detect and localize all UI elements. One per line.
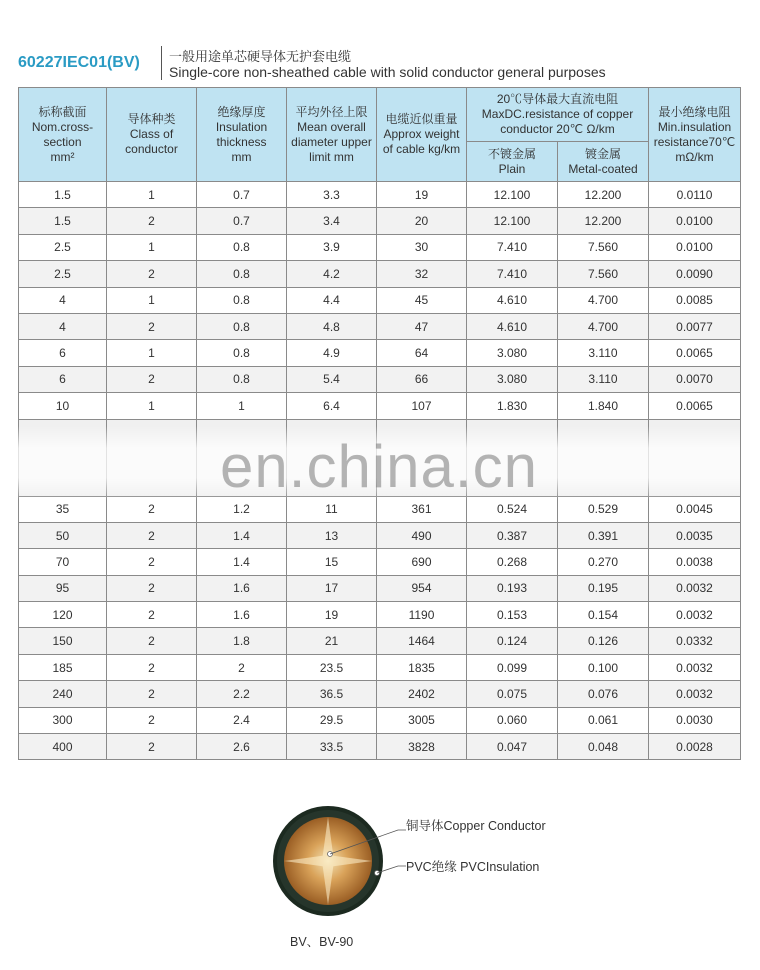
cell-plain-resistance: 0.075 xyxy=(467,681,558,707)
cell-diameter: 17 xyxy=(287,575,377,601)
cell-nom-section: 300 xyxy=(19,707,107,733)
cell-diameter: 13 xyxy=(287,522,377,548)
cell-coated-resistance: 12.200 xyxy=(558,208,649,234)
cell-diameter: 4.9 xyxy=(287,340,377,366)
cell-class: 2 xyxy=(107,602,197,628)
cell-insulation: 2 xyxy=(197,654,287,680)
table-row xyxy=(19,628,741,654)
cell-diameter: 36.5 xyxy=(287,681,377,707)
cell-insulation: 1 xyxy=(197,393,287,419)
cell-class: 2 xyxy=(107,496,197,522)
cell-insulation: 1.6 xyxy=(197,575,287,601)
cell-weight: 361 xyxy=(377,496,467,522)
cell-nom-section: 4 xyxy=(19,287,107,313)
cell-min-insulation: 0.0045 xyxy=(649,496,741,522)
cell-nom-section: 2.5 xyxy=(19,261,107,287)
header-diameter: 平均外径上限 Mean overall diameter upper limit mm xyxy=(287,88,377,182)
cell-class: 2 xyxy=(107,313,197,339)
header-class: 导体种类 Class of conductor xyxy=(107,88,197,182)
cell-min-insulation: 0.0032 xyxy=(649,681,741,707)
cell-class: 1 xyxy=(107,234,197,260)
cell-weight: 2402 xyxy=(377,681,467,707)
cell-min-insulation: 0.0100 xyxy=(649,234,741,260)
header-weight: 电缆近似重量 Approx weight of cable kg/km xyxy=(377,88,467,182)
cell-min-insulation: 0.0032 xyxy=(649,575,741,601)
table-row xyxy=(19,522,741,548)
cell-coated-resistance: 0.270 xyxy=(558,549,649,575)
cell-nom-section: 35 xyxy=(19,496,107,522)
cell-coated-resistance: 12.200 xyxy=(558,182,649,208)
cell-nom-section: 150 xyxy=(19,628,107,654)
cell-weight: 66 xyxy=(377,366,467,392)
cell-class: 2 xyxy=(107,654,197,680)
cell-diameter: 3.9 xyxy=(287,234,377,260)
cell-min-insulation: 0.0085 xyxy=(649,287,741,313)
cell-weight: 64 xyxy=(377,340,467,366)
watermark-text: en.china.cn xyxy=(220,433,538,500)
cell-diameter: 3.4 xyxy=(287,208,377,234)
cell-diameter: 29.5 xyxy=(287,707,377,733)
cell-insulation: 1.2 xyxy=(197,496,287,522)
header-nom-section: 标称截面 Nom.cross- section mm² xyxy=(19,88,107,182)
cell-insulation: 0.7 xyxy=(197,208,287,234)
title-chinese: 一般用途单芯硬导体无护套电缆 xyxy=(169,50,352,65)
cell-weight: 490 xyxy=(377,522,467,548)
cell-class: 2 xyxy=(107,707,197,733)
cell-class: 2 xyxy=(107,575,197,601)
cell-min-insulation: 0.0077 xyxy=(649,313,741,339)
cell-weight: 3828 xyxy=(377,734,467,760)
cell-plain-resistance: 0.099 xyxy=(467,654,558,680)
table-row xyxy=(19,234,741,260)
cell-coated-resistance: 0.529 xyxy=(558,496,649,522)
cell-coated-resistance: 0.126 xyxy=(558,628,649,654)
cell-coated-resistance: 0.100 xyxy=(558,654,649,680)
table-row xyxy=(19,340,741,366)
cell-insulation: 1.4 xyxy=(197,522,287,548)
table-row xyxy=(19,602,741,628)
cell-min-insulation: 0.0032 xyxy=(649,602,741,628)
conductor-label: 铜导体Copper Conductor xyxy=(406,819,546,833)
cell-min-insulation: 0.0038 xyxy=(649,549,741,575)
cell-weight: 690 xyxy=(377,549,467,575)
cell-coated-resistance: 0.061 xyxy=(558,707,649,733)
cell-nom-section: 50 xyxy=(19,522,107,548)
header-divider xyxy=(161,46,162,80)
cell-class: 1 xyxy=(107,182,197,208)
cell-insulation: 1.8 xyxy=(197,628,287,654)
cell-weight: 107 xyxy=(377,393,467,419)
cell-plain-resistance: 3.080 xyxy=(467,340,558,366)
cell-plain-resistance: 0.268 xyxy=(467,549,558,575)
cell-weight: 1190 xyxy=(377,602,467,628)
cell-class: 2 xyxy=(107,208,197,234)
cell-coated-resistance: 3.110 xyxy=(558,366,649,392)
cell-diameter: 33.5 xyxy=(287,734,377,760)
spec-table xyxy=(18,87,741,760)
cell-plain-resistance: 0.524 xyxy=(467,496,558,522)
cell-class: 2 xyxy=(107,366,197,392)
title-english: Single-core non-sheathed cable with solid conductor general purposes xyxy=(169,64,606,80)
cell-coated-resistance: 4.700 xyxy=(558,313,649,339)
cell-coated-resistance: 7.560 xyxy=(558,234,649,260)
cell-class: 2 xyxy=(107,628,197,654)
cell-plain-resistance: 0.153 xyxy=(467,602,558,628)
cell-diameter: 4.2 xyxy=(287,261,377,287)
cell-coated-resistance: 0.391 xyxy=(558,522,649,548)
cell-plain-resistance: 12.100 xyxy=(467,182,558,208)
cell-insulation: 0.8 xyxy=(197,287,287,313)
cell-coated-resistance: 7.560 xyxy=(558,261,649,287)
header-metal-coated: 镀金属 Metal-coated xyxy=(558,142,649,182)
cell-diameter: 23.5 xyxy=(287,654,377,680)
cell-class: 2 xyxy=(107,261,197,287)
cell-nom-section: 185 xyxy=(19,654,107,680)
cell-plain-resistance: 7.410 xyxy=(467,261,558,287)
watermark-band xyxy=(18,426,740,500)
cell-coated-resistance: 3.110 xyxy=(558,340,649,366)
cell-insulation: 0.8 xyxy=(197,313,287,339)
cell-diameter: 6.4 xyxy=(287,393,377,419)
cell-coated-resistance: 0.154 xyxy=(558,602,649,628)
table-row xyxy=(19,654,741,680)
cell-nom-section: 120 xyxy=(19,602,107,628)
cell-diameter: 19 xyxy=(287,602,377,628)
cell-coated-resistance: 0.195 xyxy=(558,575,649,601)
cell-min-insulation: 0.0070 xyxy=(649,366,741,392)
cell-weight: 20 xyxy=(377,208,467,234)
table-row xyxy=(19,287,741,313)
cell-class: 2 xyxy=(107,734,197,760)
cell-nom-section: 1.5 xyxy=(19,208,107,234)
cell-min-insulation: 0.0032 xyxy=(649,654,741,680)
table-row xyxy=(19,575,741,601)
cell-plain-resistance: 0.124 xyxy=(467,628,558,654)
cell-class: 2 xyxy=(107,522,197,548)
cable-cross-section xyxy=(0,790,760,970)
cell-class: 1 xyxy=(107,287,197,313)
cell-weight: 45 xyxy=(377,287,467,313)
cell-min-insulation: 0.0090 xyxy=(649,261,741,287)
cell-min-insulation: 0.0100 xyxy=(649,208,741,234)
cell-min-insulation: 0.0030 xyxy=(649,707,741,733)
cell-class: 1 xyxy=(107,393,197,419)
cell-weight: 1835 xyxy=(377,654,467,680)
table-row xyxy=(19,313,741,339)
cell-weight: 30 xyxy=(377,234,467,260)
cell-min-insulation: 0.0035 xyxy=(649,522,741,548)
cell-class: 2 xyxy=(107,549,197,575)
cell-insulation: 2.2 xyxy=(197,681,287,707)
cell-class: 2 xyxy=(107,681,197,707)
cell-nom-section: 4 xyxy=(19,313,107,339)
diagram-caption: BV、BV-90 xyxy=(290,935,354,949)
cell-coated-resistance: 4.700 xyxy=(558,287,649,313)
product-code: 60227IEC01(BV) xyxy=(18,54,140,71)
cell-plain-resistance: 1.830 xyxy=(467,393,558,419)
table-row xyxy=(19,549,741,575)
cell-insulation: 2.6 xyxy=(197,734,287,760)
cell-weight: 1464 xyxy=(377,628,467,654)
cell-plain-resistance: 0.193 xyxy=(467,575,558,601)
cell-min-insulation: 0.0065 xyxy=(649,340,741,366)
table-row xyxy=(19,681,741,707)
cell-nom-section: 6 xyxy=(19,340,107,366)
cell-diameter: 11 xyxy=(287,496,377,522)
cell-coated-resistance: 1.840 xyxy=(558,393,649,419)
cell-diameter: 3.3 xyxy=(287,182,377,208)
cell-weight: 47 xyxy=(377,313,467,339)
cell-insulation: 0.8 xyxy=(197,340,287,366)
cell-min-insulation: 0.0110 xyxy=(649,182,741,208)
cell-insulation: 2.4 xyxy=(197,707,287,733)
table-row xyxy=(19,208,741,234)
header-insulation: 绝缘厚度 Insulation thickness mm xyxy=(197,88,287,182)
insulation-label: PVC绝缘 PVCInsulation xyxy=(406,860,540,874)
cell-insulation: 0.8 xyxy=(197,234,287,260)
cell-diameter: 21 xyxy=(287,628,377,654)
cell-weight: 32 xyxy=(377,261,467,287)
cell-insulation: 0.8 xyxy=(197,366,287,392)
cable-diagram xyxy=(0,790,760,970)
cell-insulation: 0.8 xyxy=(197,261,287,287)
cell-nom-section: 10 xyxy=(19,393,107,419)
cell-nom-section: 6 xyxy=(19,366,107,392)
cell-min-insulation: 0.0028 xyxy=(649,734,741,760)
cell-diameter: 4.4 xyxy=(287,287,377,313)
cell-nom-section: 240 xyxy=(19,681,107,707)
cell-insulation: 1.6 xyxy=(197,602,287,628)
cell-plain-resistance: 0.047 xyxy=(467,734,558,760)
table-row xyxy=(19,182,741,208)
header-plain: 不镀金属 Plain xyxy=(467,142,558,182)
cell-nom-section: 95 xyxy=(19,575,107,601)
cell-insulation: 1.4 xyxy=(197,549,287,575)
cell-class: 1 xyxy=(107,340,197,366)
cell-weight: 3005 xyxy=(377,707,467,733)
cell-nom-section: 400 xyxy=(19,734,107,760)
header-resistance: 20℃导体最大直流电阻 MaxDC.resistance of copper conductor 20℃ Ω/km xyxy=(467,88,649,142)
cell-plain-resistance: 3.080 xyxy=(467,366,558,392)
cell-diameter: 5.4 xyxy=(287,366,377,392)
cell-nom-section: 2.5 xyxy=(19,234,107,260)
cell-plain-resistance: 0.060 xyxy=(467,707,558,733)
table-row xyxy=(19,261,741,287)
cell-plain-resistance: 12.100 xyxy=(467,208,558,234)
cell-nom-section: 1.5 xyxy=(19,182,107,208)
cell-coated-resistance: 0.048 xyxy=(558,734,649,760)
table-row xyxy=(19,707,741,733)
cell-diameter: 15 xyxy=(287,549,377,575)
cell-min-insulation: 0.0065 xyxy=(649,393,741,419)
cell-plain-resistance: 7.410 xyxy=(467,234,558,260)
table-row xyxy=(19,366,741,392)
cell-plain-resistance: 0.387 xyxy=(467,522,558,548)
cell-weight: 19 xyxy=(377,182,467,208)
cell-diameter: 4.8 xyxy=(287,313,377,339)
cell-coated-resistance: 0.076 xyxy=(558,681,649,707)
header-min-insulation: 最小绝缘电阻 Min.insulation resistance70℃ mΩ/km xyxy=(649,88,741,182)
cell-nom-section: 70 xyxy=(19,549,107,575)
table-row xyxy=(19,393,741,419)
cell-plain-resistance: 4.610 xyxy=(467,287,558,313)
cell-min-insulation: 0.0332 xyxy=(649,628,741,654)
cell-plain-resistance: 4.610 xyxy=(467,313,558,339)
cell-insulation: 0.7 xyxy=(197,182,287,208)
table-row xyxy=(19,734,741,760)
cell-weight: 954 xyxy=(377,575,467,601)
